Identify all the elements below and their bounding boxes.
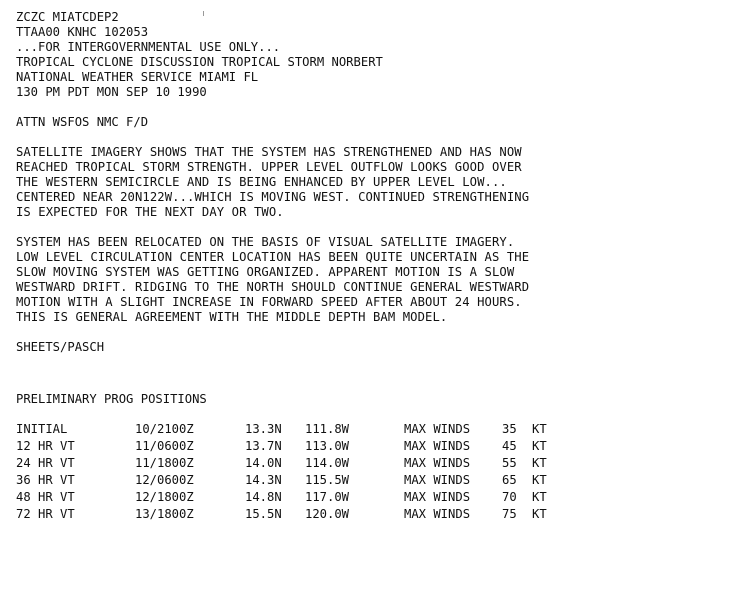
forecaster-signature: SHEETS/PASCH (16, 340, 105, 354)
paragraph-line: THE WESTERN SEMICIRCLE AND IS BEING ENHANCED BY UPPER LEVEL LOW... (16, 175, 507, 189)
prog-cell-winds-label: MAX WINDS (404, 490, 471, 504)
paragraph-line: SATELLITE IMAGERY SHOWS THAT THE SYSTEM HAS STRENGTHENED AND HAS NOW (16, 145, 522, 159)
prog-cell-speed: 65 (502, 473, 517, 487)
prog-cell-lat: 13.7N (245, 439, 282, 453)
prog-cell-time: 12/1800Z (135, 490, 194, 504)
prog-cell-time: 11/0600Z (135, 439, 194, 453)
prog-cell-label: 72 HR VT (16, 507, 75, 521)
prog-cell-label: 48 HR VT (16, 490, 75, 504)
prog-cell-lon: 115.5W (305, 473, 350, 487)
document-title: TROPICAL CYCLONE DISCUSSION TROPICAL STORM NORBERT (16, 55, 383, 69)
paragraph-line: SLOW MOVING SYSTEM WAS GETTING ORGANIZED. APPARENT MOTION IS A SLOW (16, 265, 515, 279)
prog-cell-lat: 15.5N (245, 507, 282, 521)
prog-cell-lon: 120.0W (305, 507, 350, 521)
prog-cell-lon: 113.0W (305, 439, 350, 453)
discussion-paragraph-1 (16, 145, 721, 220)
prog-row (16, 439, 562, 456)
header-line: ...FOR INTERGOVERNMENTAL USE ONLY... (16, 40, 281, 54)
prog-cell-winds-label: MAX WINDS (404, 439, 471, 453)
prog-cell-unit: KT (532, 456, 547, 470)
prog-cell-time: 12/0600Z (135, 473, 194, 487)
prog-cell-winds-label: MAX WINDS (404, 507, 471, 521)
prog-cell-lon: 111.8W (305, 422, 350, 436)
prog-cell-unit: KT (532, 439, 547, 453)
prog-cell-label: 36 HR VT (16, 473, 75, 487)
attn-line: ATTN WSFOS NMC F/D (16, 115, 149, 129)
prog-row (16, 473, 562, 490)
prog-row (16, 507, 562, 524)
prog-positions-table (16, 422, 562, 524)
prog-cell-speed: 45 (502, 439, 517, 453)
discussion-paragraph-2 (16, 235, 721, 325)
paragraph-line: CENTERED NEAR 20N122W...WHICH IS MOVING WEST. CONTINUED STRENGTHENING (16, 190, 530, 204)
prog-cell-speed: 55 (502, 456, 517, 470)
header-block (16, 10, 721, 100)
prog-row (16, 490, 562, 507)
paragraph-line: MOTION WITH A SLIGHT INCREASE IN FORWARD SPEED AFTER ABOUT 24 HOURS. (16, 295, 522, 309)
prog-cell-winds-label: MAX WINDS (404, 422, 471, 436)
prog-cell-lat: 14.0N (245, 456, 282, 470)
prog-cell-speed: 70 (502, 490, 517, 504)
prog-cell-unit: KT (532, 422, 547, 436)
prog-cell-lon: 117.0W (305, 490, 350, 504)
prog-cell-unit: KT (532, 490, 547, 504)
prog-cell-lon: 114.0W (305, 456, 350, 470)
header-line: TTAA00 KNHC 102053 (16, 25, 149, 39)
prog-cell-time: 10/2100Z (135, 422, 194, 436)
header-line: ZCZC MIATCDEP2 (16, 10, 119, 24)
prog-cell-lat: 14.8N (245, 490, 282, 504)
prog-cell-time: 13/1800Z (135, 507, 194, 521)
prog-cell-unit: KT (532, 507, 547, 521)
paragraph-line: SYSTEM HAS BEEN RELOCATED ON THE BASIS OF VISUAL SATELLITE IMAGERY. (16, 235, 515, 249)
prog-cell-winds-label: MAX WINDS (404, 456, 471, 470)
prog-cell-label: INITIAL (16, 422, 68, 436)
paragraph-line: THIS IS GENERAL AGREEMENT WITH THE MIDDLE DEPTH BAM MODEL. (16, 310, 448, 324)
issuing-office: NATIONAL WEATHER SERVICE MIAMI FL (16, 70, 259, 84)
discussion-document (16, 10, 721, 524)
prog-positions-title: PRELIMINARY PROG POSITIONS (16, 392, 207, 406)
prog-cell-lat: 14.3N (245, 473, 282, 487)
prog-row (16, 422, 562, 439)
paragraph-line: IS EXPECTED FOR THE NEXT DAY OR TWO. (16, 205, 284, 219)
paragraph-line: WESTWARD DRIFT. RIDGING TO THE NORTH SHOULD CONTINUE GENERAL WESTWARD (16, 280, 530, 294)
paragraph-line: REACHED TROPICAL STORM STRENGTH. UPPER LEVEL OUTFLOW LOOKS GOOD OVER (16, 160, 522, 174)
prog-cell-time: 11/1800Z (135, 456, 194, 470)
prog-cell-winds-label: MAX WINDS (404, 473, 471, 487)
prog-cell-unit: KT (532, 473, 547, 487)
issue-time: 130 PM PDT MON SEP 10 1990 (16, 85, 207, 99)
prog-cell-label: 12 HR VT (16, 439, 75, 453)
paragraph-line: LOW LEVEL CIRCULATION CENTER LOCATION HAS BEEN QUITE UNCERTAIN AS THE (16, 250, 530, 264)
prog-cell-speed: 75 (502, 507, 517, 521)
prog-cell-label: 24 HR VT (16, 456, 75, 470)
prog-cell-lat: 13.3N (245, 422, 282, 436)
prog-cell-speed: 35 (502, 422, 517, 436)
prog-row (16, 456, 562, 473)
